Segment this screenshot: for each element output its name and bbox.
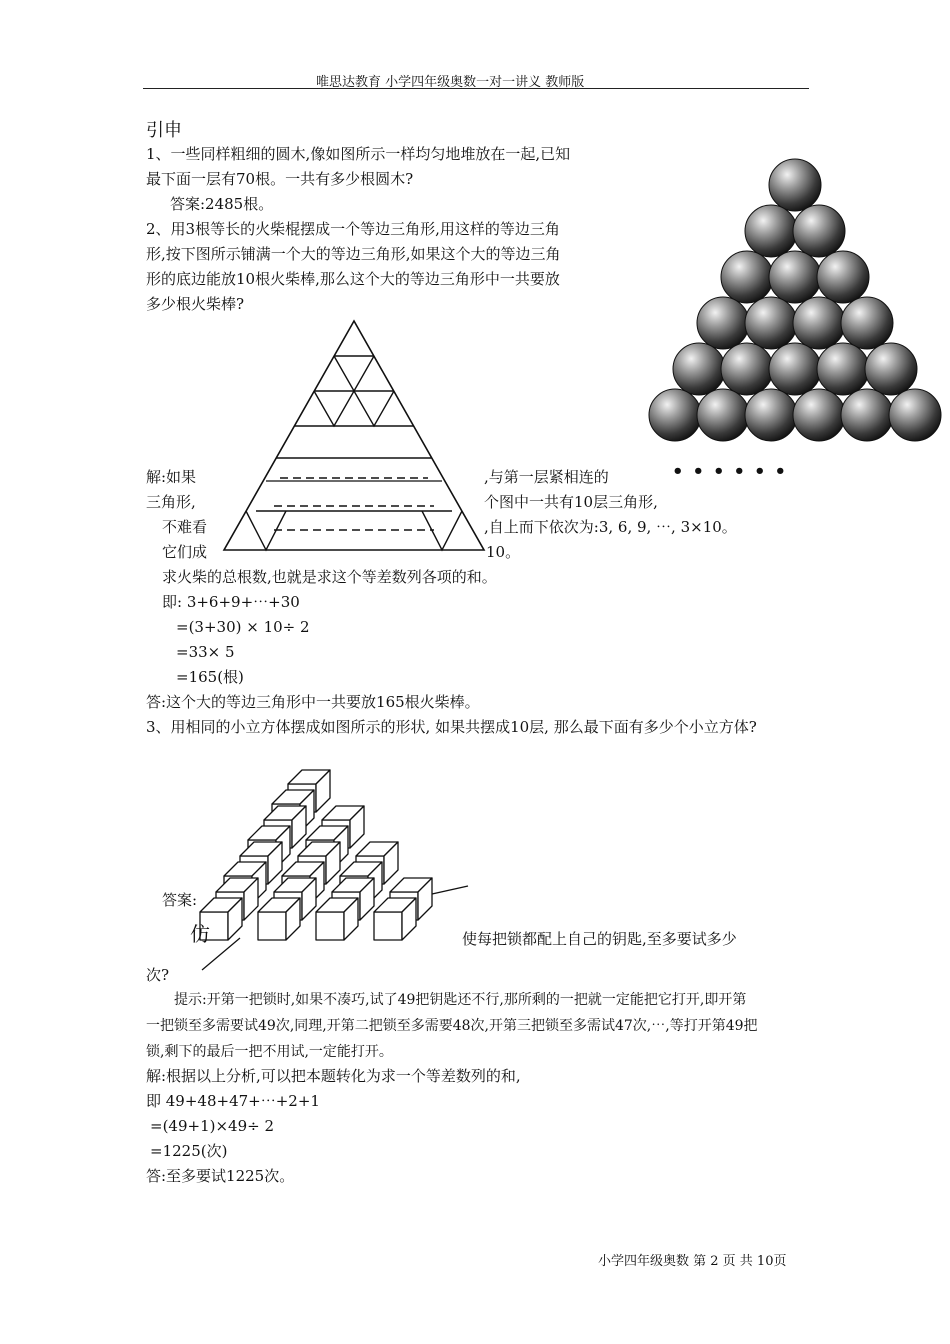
log-end	[865, 343, 917, 395]
sol2-line-2b: 个图中一共有10层三角形,	[484, 493, 658, 511]
q2-line-1: 2、用3根等长的火柴棍摆成一个等边三角形,用这样的等边三角	[146, 220, 560, 238]
match-triangle-figure	[220, 318, 488, 554]
cube-stack-figure	[200, 760, 480, 975]
log-end	[649, 389, 701, 441]
sol2-line-5: 求火柴的总根数,也就是求这个等差数列各项的和。	[162, 568, 497, 586]
page-footer: 小学四年级奥数 第 2 页 共 10页	[598, 1254, 787, 1269]
sol2-line-2a: 三角形,	[146, 493, 196, 511]
sol2-line-6: 即: 3+6+9+⋯+30	[162, 593, 300, 611]
sol2-line-8: =33× 5	[176, 643, 235, 661]
small-cube	[258, 898, 300, 940]
q1-line-2: 最下面一层有70根。一共有多少根圆木?	[146, 170, 414, 188]
log-end	[817, 343, 869, 395]
sol3-line-4: =1225(次)	[150, 1142, 228, 1160]
log-end	[721, 251, 773, 303]
section-title: 引申	[146, 120, 182, 141]
sol2-line-9: =165(根)	[176, 668, 244, 686]
log-end	[769, 343, 821, 395]
q3-line-3: 次?	[146, 966, 170, 984]
q2-line-3: 形的底边能放10根火柴棒,那么这个大的等边三角形中一共要放	[146, 270, 560, 288]
log-end	[793, 389, 845, 441]
small-cube	[374, 898, 416, 940]
log-pile-figure	[650, 155, 950, 485]
sol2-line-3b: ,自上而下依次为:3, 6, 9, ⋯, 3×10。	[484, 518, 737, 536]
q1-line-1: 1、一些同样粗细的圆木,像如图所示一样均匀地堆放在一起,已知	[146, 145, 571, 163]
hint-line-1: 提示:开第一把锁时,如果不凑巧,试了49把钥匙还不行,那所剩的一把就一定能把它打开,即开第	[174, 992, 747, 1008]
q3-line-1: 3、用相同的小立方体摆成如图所示的形状, 如果共摆成10层, 那么最下面有多少个小立方体?	[146, 718, 757, 736]
sol3-line-1: 解:根据以上分析,可以把本题转化为求一个等差数列的和,	[146, 1067, 521, 1085]
sol2-line-4a: 它们成	[162, 543, 208, 561]
sol2-line-1b: ,与第一层紧相连的	[484, 468, 609, 486]
sol2-line-1a: 解:如果	[146, 468, 197, 486]
log-end	[793, 297, 845, 349]
log-end	[745, 297, 797, 349]
sol2-line-3a: 不难看	[162, 518, 208, 536]
sol3-answer: 答:至多要试1225次。	[146, 1167, 295, 1185]
sol3-line-2: 即 49+48+47+⋯+2+1	[146, 1092, 320, 1110]
header-rule	[143, 88, 809, 89]
q1-answer: 答案:2485根。	[170, 195, 274, 213]
sol3-line-3: =(49+1)×49÷ 2	[150, 1117, 275, 1135]
q3-answer-label: 答案:	[162, 891, 198, 909]
log-end	[697, 389, 749, 441]
log-end	[721, 343, 773, 395]
log-end	[793, 205, 845, 257]
hint-line-2: 一把锁至多需要试49次,同理,开第二把锁至多需要48次,开第三把锁至多需试47次,⋯,等打开第49把	[146, 1018, 758, 1034]
log-end	[841, 297, 893, 349]
page-header: 唯思达教育 小学四年级奥数一对一讲义 教师版	[316, 75, 585, 90]
log-end	[889, 389, 941, 441]
q3-fragment-lead: 仿	[190, 922, 210, 946]
small-cube	[316, 898, 358, 940]
log-end	[697, 297, 749, 349]
log-end	[769, 251, 821, 303]
log-end	[745, 389, 797, 441]
log-end	[817, 251, 869, 303]
sol2-answer: 答:这个大的等边三角形中一共要放165根火柴棒。	[146, 693, 480, 711]
q2-line-4: 多少根火柴棒?	[146, 295, 245, 313]
ellipsis-dots: ••••••	[672, 461, 796, 482]
log-end	[841, 389, 893, 441]
q2-line-2: 形,按下图所示铺满一个大的等边三角形,如果这个大的等边三角	[146, 245, 561, 263]
axis-line	[432, 886, 468, 894]
sol2-line-7: =(3+30) × 10÷ 2	[176, 618, 310, 636]
hint-line-3: 锁,剩下的最后一把不用试,一定能打开。	[146, 1044, 393, 1060]
log-end	[769, 159, 821, 211]
log-end	[745, 205, 797, 257]
q3-fragment: 使每把锁都配上自己的钥匙,至多要试多少	[462, 930, 737, 948]
sol2-line-4b: 10。	[486, 543, 521, 561]
log-end	[673, 343, 725, 395]
